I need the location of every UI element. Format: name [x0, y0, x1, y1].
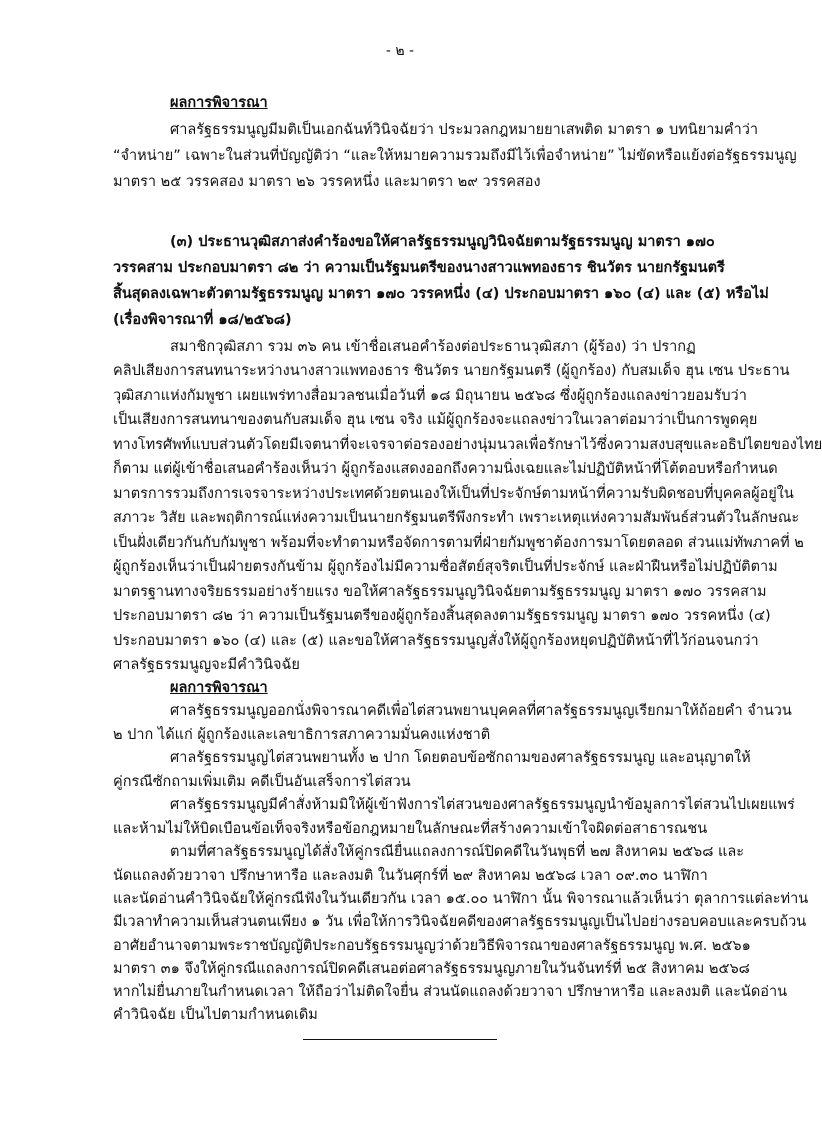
text-line: คำวินิจฉัย เป็นไปตามกำหนดเดิม	[113, 1007, 318, 1024]
paragraph	[113, 841, 809, 1027]
text-line: เป็นฝั่งเดียวกันกับกัมพูชา พร้อมที่จะทำตามหรือจัดการตามที่ฝ่ายกัมพูชาต้องการมาโดยตลอด ส่วนแม่ทัพภาคที่ ๒	[113, 534, 804, 551]
text-line: และห้ามไม่ให้บิดเบือนข้อเท็จจริงหรือข้อกฎหมายในลักษณะที่สร้างความเข้าใจผิดต่อสาธารณชน	[113, 820, 708, 837]
text-line: วรรคสาม ประกอบมาตรา ๘๒ ว่า ความเป็นรัฐมนตรีของนางสาวแพทองธาร ชินวัตร นายกรัฐมนตรี	[113, 260, 725, 276]
text-line: นัดแถลงด้วยวาจา ปรึกษาหารือ และลงมติ ในวันศุกร์ที่ ๒๙ สิงหาคม ๒๕๖๘ เวลา ๐๙.๓๐ นาฬิกา	[113, 867, 708, 884]
text-line: ศาลรัฐธรรมนูญมีคำสั่งห้ามมิให้ผู้เข้าฟังการไต่สวนของศาลรัฐธรรมนูญนำข้อมูลการไต่สวนไปเผยแพร่	[170, 797, 795, 814]
section-heading	[113, 677, 690, 700]
heading-text: ผลการพิจารณา	[170, 95, 268, 111]
text-line: หากไม่ยื่นภายในกำหนดเวลา ให้ถือว่าไม่ติดใจยื่น ส่วนนัดแถลงด้วยวาจา ปรึกษาหารือ และลงมติ และนัดอ่าน	[113, 984, 788, 1001]
text-line: (เรื่องพิจารณาที่ ๑๘/๒๕๖๘)	[113, 312, 292, 328]
text-line: ก็ตาม แต่ผู้เข้าชื่อเสนอคำร้องเห็นว่า ผู้ถูกร้องแสดงออกถึงความนิ่งเฉยและไม่ปฏิบัติหน้าที่โต้ตอบหรือกำหนด	[113, 461, 778, 478]
text-line: “จำหน่าย” เฉพาะในส่วนที่บัญญัติว่า “และให้หมายความรวมถึงมีไว้เพื่อจำหน่าย” ไม่ขัดหรือแย้งต่อรัฐธรรมนูญ	[113, 148, 797, 164]
text-line: (๓) ประธานวุฒิสภาส่งคำร้องขอให้ศาลรัฐธรรมนูญวินิจฉัยตามรัฐธรรมนูญ มาตรา ๑๗๐	[170, 234, 715, 250]
text-line: คู่กรณีซักถามเพิ่มเติม คดีเป็นอันเสร็จการไต่สวน	[113, 773, 411, 790]
text-line: ศาลรัฐธรรมนูญไต่สวนพยานทั้ง ๒ ปาก โดยตอบข้อซักถามของศาลรัฐธรรมนูญ และอนุญาตให้	[170, 750, 751, 767]
text-line: สิ้นสุดลงเฉพาะตัวตามรัฐธรรมนูญ มาตรา ๑๗๐ วรรคหนึ่ง (๔) ประกอบมาตรา ๑๖๐ (๔) และ (๕) หรือไม่	[113, 286, 769, 302]
text-line: ประกอบมาตรา ๑๖๐ (๔) และ (๕) และขอให้ศาลรัฐธรรมนูญสั่งให้ผู้ถูกร้องหยุดปฏิบัติหน้าที่ไว้ก่อนจนกว่า	[113, 632, 759, 649]
paragraph	[113, 335, 822, 678]
text-line: ประกอบมาตรา ๘๒ ว่า ความเป็นรัฐมนตรีของผู้ถูกร้องสิ้นสุดลงตามรัฐธรรมนูญ มาตรา ๑๗๐ วรรคหนึ่ง (๔)	[113, 608, 771, 625]
text-line: มาตรฐานทางจริยธรรมอย่างร้ายแรง ขอให้ศาลรัฐธรรมนูญวินิจฉัยตามรัฐธรรมนูญ มาตรา ๑๗๐ วรรคสาม	[113, 583, 767, 600]
text-line: ทางโทรศัพท์แบบส่วนตัวโดยมีเจตนาที่จะเจรจาต่อรองอย่างนุ่มนวลเพื่อรักษาไว้ซึ่งความสงบสุขและอธิปไตยของไทย	[113, 436, 822, 453]
text-line: มาตรา ๒๕ วรรคสอง มาตรา ๒๖ วรรคหนึ่ง และมาตรา ๒๙ วรรคสอง	[113, 174, 541, 190]
text-line: ศาลรัฐธรรมนูญมีมติเป็นเอกฉันท์วินิจฉัยว่า ประมวลกฎหมายยาเสพติด มาตรา ๑ บทนิยามคำว่า	[170, 122, 759, 138]
text-line: ศาลรัฐธรรมนูญจะมีคำวินิจฉัย	[113, 657, 300, 674]
paragraph	[113, 117, 797, 195]
paragraph	[113, 794, 795, 841]
paragraph	[113, 747, 751, 794]
text-line: มาตรา ๓๑ จึงให้คู่กรณีแถลงการณ์ปิดคดีเสนอต่อศาลรัฐธรรมนูญภายในวันจันทร์ที่ ๒๕ สิงหาคม ๒๕๖๘	[113, 960, 750, 977]
text-line: คลิปเสียงการสนทนาระหว่างนางสาวแพทองธาร ชินวัตร นายกรัฐมนตรี (ผู้ถูกร้อง) กับสมเด็จ ฮุน เซน ประธาน	[113, 363, 790, 380]
text-line: ตามที่ศาลรัฐธรรมนูญได้สั่งให้คู่กรณียื่นแถลงการณ์ปิดคดีในวันพุธที่ ๒๗ สิงหาคม ๒๕๖๘ และ	[170, 844, 745, 861]
case-title	[113, 229, 769, 333]
paragraph	[113, 700, 792, 747]
text-line: สมาชิกวุฒิสภา รวม ๓๖ คน เข้าชื่อเสนอคำร้องต่อประธานวุฒิสภา (ผู้ร้อง) ว่า ปรากฏ	[170, 338, 696, 355]
text-line: และนัดอ่านคำวินิจฉัยให้คู่กรณีฟังในวันเดียวกัน เวลา ๑๕.๐๐ นาฬิกา นั้น พิจารณาแล้วเห็นว่า ตุลาการแต่ละท่าน	[113, 890, 809, 907]
section-heading	[113, 90, 690, 116]
text-line: ๒ ปาก ได้แก่ ผู้ถูกร้องและเลขาธิการสภาความมั่นคงแห่งชาติ	[113, 726, 491, 743]
text-line: มีเวลาทำความเห็นส่วนตนเพียง ๑ วัน เพื่อให้การวินิจฉัยคดีของศาลรัฐธรรมนูญเป็นไปอย่างรอบคอบและครบถ้วน	[113, 914, 807, 931]
text-line: เป็นเสียงการสนทนาของตนกับสมเด็จ ฮุน เซน จริง แม้ผู้ถูกร้องจะแถลงข่าวในเวลาต่อมาว่าเป็นการพูดคุย	[113, 412, 758, 429]
text-line: อาศัยอำนาจตามพระราชบัญญัติประกอบรัฐธรรมนูญว่าด้วยวิธีพิจารณาของศาลรัฐธรรมนูญ พ.ศ. ๒๕๖๑	[113, 937, 751, 954]
end-separator-line	[303, 1039, 497, 1040]
text-line: สภาวะ วิสัย และพฤติการณ์แห่งความเป็นนายกรัฐมนตรีพึงกระทำ เพราะเหตุแห่งความสัมพันธ์ส่วนตัวในลักษณะ	[113, 510, 800, 527]
text-line: มาตรการรวมถึงการเจรจาระหว่างประเทศด้วยตนเองให้เป็นที่ประจักษ์ตามหน้าที่ความรับผิดชอบที่บุคคลผู้อยู่ใน	[113, 485, 794, 502]
heading-text: ผลการพิจารณา	[170, 680, 268, 697]
text-line: ผู้ถูกร้องเห็นว่าเป็นฝ่ายตรงกันข้าม ผู้ถูกร้องไม่มีความซื่อสัตย์สุจริตเป็นที่ประจักษ์ และฝ่าฝืนหรือไม่ปฏิบัติตาม	[113, 559, 778, 576]
text-line: วุฒิสภาแห่งกัมพูชา เผยแพร่ทางสื่อมวลชนเมื่อวันที่ ๑๘ มิถุนายน ๒๕๖๘ ซึ่งผู้ถูกร้องแถลงข่าวยอมรับว่า	[113, 387, 747, 404]
page-number: - ๒ -	[385, 43, 415, 59]
text-line: ศาลรัฐธรรมนูญออกนั่งพิจารณาคดีเพื่อไต่สวนพยานบุคคลที่ศาลรัฐธรรมนูญเรียกมาให้ถ้อยคำ จำนวน	[170, 703, 792, 720]
